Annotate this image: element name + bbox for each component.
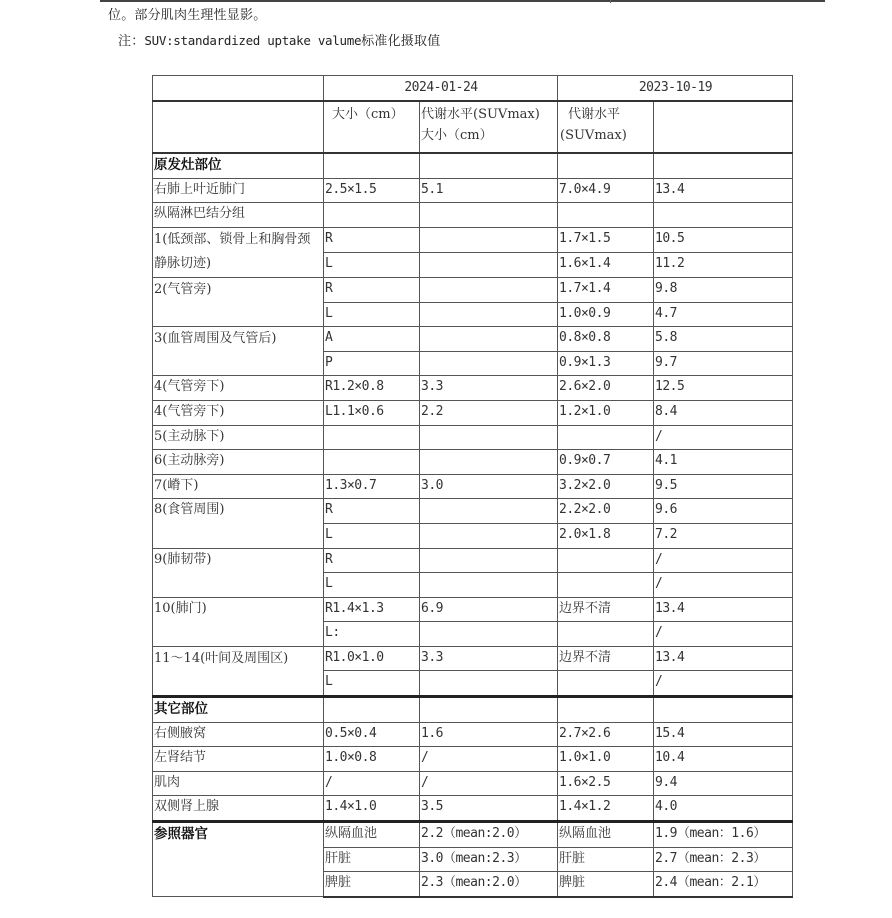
ref-suv-2023-cell: 2.7（mean：2.3） bbox=[654, 847, 793, 872]
suv-2024-cell bbox=[420, 327, 558, 352]
suv-2024-cell bbox=[420, 425, 558, 450]
table-row bbox=[153, 822, 793, 848]
ref-suv-2024-cell: 2.2（mean:2.0） bbox=[420, 822, 558, 848]
size-2024-cell: L bbox=[324, 252, 420, 277]
lymph-group-label: 10(肺门) bbox=[153, 597, 324, 646]
lymph-group-label: 1(低颈部、锁骨上和胸骨颈静脉切迹) bbox=[153, 227, 324, 277]
empty-cell bbox=[654, 203, 793, 228]
empty-cell bbox=[324, 697, 420, 723]
size-2023-cell bbox=[558, 548, 654, 573]
table-row bbox=[153, 425, 793, 450]
size-2023-cell: 0.9×0.7 bbox=[558, 450, 654, 475]
suv-2023-cell: 9.5 bbox=[654, 474, 793, 499]
size-2024-cell bbox=[324, 450, 420, 475]
size-2023-cell: 1.4×1.2 bbox=[558, 796, 654, 822]
suv-2024-cell bbox=[420, 499, 558, 524]
size-2023-cell: 2.2×2.0 bbox=[558, 499, 654, 524]
size-2023-cell: 2.7×2.6 bbox=[558, 722, 654, 747]
size-2023-cell: 0.8×0.8 bbox=[558, 327, 654, 352]
suv-2024-cell bbox=[420, 252, 558, 277]
size-2024-cell: L bbox=[324, 671, 420, 697]
table-row bbox=[153, 796, 793, 822]
section-row-mediastinal bbox=[153, 203, 793, 228]
empty-cell bbox=[558, 697, 654, 723]
suv-2023-cell: / bbox=[654, 548, 793, 573]
ref-suv-2024-cell: 2.3（mean:2.0） bbox=[420, 872, 558, 897]
suv-2024-cell: 6.9 bbox=[420, 597, 558, 622]
lymph-group-label: 5(主动脉下) bbox=[153, 425, 324, 450]
suv-2023-cell: / bbox=[654, 425, 793, 450]
suv-2023-cell: / bbox=[654, 671, 793, 697]
lymph-group-label: 4(气管旁下) bbox=[153, 400, 324, 425]
size-2023-cell: 1.0×1.0 bbox=[558, 747, 654, 772]
empty-cell bbox=[420, 203, 558, 228]
organ-2023-cell: 纵隔血池 bbox=[558, 822, 654, 848]
suv-2023-cell: 12.5 bbox=[654, 376, 793, 401]
note-suffix: 标准化摄取值 bbox=[361, 34, 441, 49]
table-row bbox=[153, 474, 793, 499]
suv-2023-cell: 15.4 bbox=[654, 722, 793, 747]
size-2024-cell: 1.4×1.0 bbox=[324, 796, 420, 822]
subheader-suv-2024 bbox=[420, 101, 558, 153]
subheader-suv-2023-line2: (SUVmax) bbox=[560, 128, 627, 143]
empty-cell bbox=[420, 153, 558, 178]
size-2023-cell: 0.9×1.3 bbox=[558, 351, 654, 376]
table-row bbox=[153, 747, 793, 772]
suv-2024-cell: / bbox=[420, 771, 558, 796]
lymph-group-label: 4(气管旁下) bbox=[153, 376, 324, 401]
section-label: 其它部位 bbox=[153, 697, 324, 723]
suv-2023-cell: 10.5 bbox=[654, 227, 793, 252]
suv-2023-cell: 13.4 bbox=[654, 646, 793, 671]
organ-2024-cell: 肝脏 bbox=[324, 847, 420, 872]
table-row bbox=[153, 178, 793, 203]
size-2024-cell: L1.1×0.6 bbox=[324, 400, 420, 425]
paragraph-tail: 位。部分肌肉生理性显影。 bbox=[108, 8, 267, 23]
suv-2024-cell: 5.1 bbox=[420, 178, 558, 203]
empty-cell bbox=[654, 697, 793, 723]
subheader-suv-2024-line2: 大小（cm） bbox=[421, 128, 493, 143]
suv-2024-cell bbox=[420, 450, 558, 475]
size-2023-cell bbox=[558, 425, 654, 450]
size-2024-cell: 2.5×1.5 bbox=[324, 178, 420, 203]
suv-2024-cell bbox=[420, 351, 558, 376]
suv-2024-cell bbox=[420, 573, 558, 598]
size-2024-cell: L: bbox=[324, 622, 420, 647]
size-2023-cell: 7.0×4.9 bbox=[558, 178, 654, 203]
empty-cell bbox=[558, 203, 654, 228]
suv-2024-cell bbox=[420, 622, 558, 647]
site-cell: 肌肉 bbox=[153, 771, 324, 796]
note-term: SUV:standardized uptake valume bbox=[144, 33, 362, 48]
size-2024-cell: L bbox=[324, 523, 420, 548]
table-row bbox=[153, 376, 793, 401]
lymph-group-label: 7(嵴下) bbox=[153, 474, 324, 499]
organ-2024-cell: 脾脏 bbox=[324, 872, 420, 897]
organ-2024-cell: 纵隔血池 bbox=[324, 822, 420, 848]
ref-suv-2024-cell: 3.0（mean:2.3） bbox=[420, 847, 558, 872]
header-date-2023: 2023-10-19 bbox=[558, 76, 793, 102]
size-2023-cell: 2.6×2.0 bbox=[558, 376, 654, 401]
size-2024-cell: A bbox=[324, 327, 420, 352]
suv-2024-cell: 3.0 bbox=[420, 474, 558, 499]
suv-2024-cell: 3.5 bbox=[420, 796, 558, 822]
suv-2023-cell: 4.7 bbox=[654, 302, 793, 327]
table-row bbox=[153, 548, 793, 573]
table-row bbox=[153, 499, 793, 524]
section-label-reference: 参照器官 bbox=[153, 822, 324, 897]
section-row-primary bbox=[153, 153, 793, 178]
size-2023-cell: 1.2×1.0 bbox=[558, 400, 654, 425]
ref-suv-2023-cell: 2.4（mean：2.1） bbox=[654, 872, 793, 897]
size-2024-cell: 0.5×0.4 bbox=[324, 722, 420, 747]
size-2023-cell: 边界不清 bbox=[558, 597, 654, 622]
site-cell: 右侧腋窝 bbox=[153, 722, 324, 747]
page-top-rule bbox=[100, 0, 825, 2]
page-top-rule-tick bbox=[610, 0, 611, 3]
section-row-other bbox=[153, 697, 793, 723]
suv-2024-cell: 1.6 bbox=[420, 722, 558, 747]
suv-2023-cell: 7.2 bbox=[654, 523, 793, 548]
suv-2023-cell: 9.8 bbox=[654, 277, 793, 302]
size-2023-cell: 3.2×2.0 bbox=[558, 474, 654, 499]
table-row bbox=[153, 722, 793, 747]
ref-suv-2023-cell: 1.9（mean：1.6） bbox=[654, 822, 793, 848]
subheader-suv-2023-line1: 代谢水平 bbox=[568, 107, 621, 122]
lymph-group-label: 2(气管旁) bbox=[153, 277, 324, 326]
suv-2023-cell: / bbox=[654, 622, 793, 647]
size-2024-cell: 1.0×0.8 bbox=[324, 747, 420, 772]
subheader-suv-2024-line1: 代谢水平(SUVmax) bbox=[421, 107, 540, 122]
size-2024-cell: R bbox=[324, 227, 420, 252]
empty-cell bbox=[420, 697, 558, 723]
table-row bbox=[153, 450, 793, 475]
suv-2023-cell: 4.1 bbox=[654, 450, 793, 475]
note-prefix: 注： bbox=[118, 34, 145, 49]
size-2024-cell: R bbox=[324, 277, 420, 302]
subheader-size-2024: 大小（cm） bbox=[324, 101, 420, 153]
organ-2023-cell: 脾脏 bbox=[558, 872, 654, 897]
size-2024-cell: L bbox=[324, 302, 420, 327]
suv-2024-cell bbox=[420, 227, 558, 252]
suv-2024-cell: / bbox=[420, 747, 558, 772]
suv-2023-cell: 4.0 bbox=[654, 796, 793, 822]
size-2023-cell: 1.6×2.5 bbox=[558, 771, 654, 796]
suv-2023-cell: 8.4 bbox=[654, 400, 793, 425]
subheader-blank bbox=[153, 101, 324, 153]
size-2023-cell: 1.6×1.4 bbox=[558, 252, 654, 277]
lymph-group-label: 3(血管周围及气管后) bbox=[153, 327, 324, 376]
suv-2023-cell: 5.8 bbox=[654, 327, 793, 352]
size-2024-cell bbox=[324, 425, 420, 450]
size-2023-cell bbox=[558, 671, 654, 697]
table-row bbox=[153, 277, 793, 302]
lymph-group-label: 11～14(叶间及周围区) bbox=[153, 646, 324, 696]
empty-cell bbox=[654, 153, 793, 178]
lymph-group-label: 9(肺韧带) bbox=[153, 548, 324, 597]
size-2024-cell: R1.4×1.3 bbox=[324, 597, 420, 622]
table-row bbox=[153, 400, 793, 425]
section-label: 原发灶部位 bbox=[153, 153, 324, 178]
suv-2024-cell bbox=[420, 548, 558, 573]
suv-2024-cell: 3.3 bbox=[420, 376, 558, 401]
suv-2024-cell: 3.3 bbox=[420, 646, 558, 671]
header-blank bbox=[153, 76, 324, 102]
suv-2023-cell: 11.2 bbox=[654, 252, 793, 277]
table-row bbox=[153, 327, 793, 352]
lymph-group-label: 8(食管周围) bbox=[153, 499, 324, 548]
suv-footnote bbox=[118, 31, 440, 52]
suv-2023-cell: 9.4 bbox=[654, 771, 793, 796]
suv-2023-cell: 9.7 bbox=[654, 351, 793, 376]
suv-2024-cell: 2.2 bbox=[420, 400, 558, 425]
suv-2024-cell bbox=[420, 523, 558, 548]
size-2024-cell: R1.2×0.8 bbox=[324, 376, 420, 401]
size-2023-cell: 边界不清 bbox=[558, 646, 654, 671]
size-2023-cell: 1.7×1.4 bbox=[558, 277, 654, 302]
subheader-suv-2023 bbox=[558, 101, 654, 153]
size-2024-cell: R bbox=[324, 548, 420, 573]
size-2024-cell: / bbox=[324, 771, 420, 796]
header-row-subcolumns bbox=[153, 101, 793, 153]
site-cell: 左肾结节 bbox=[153, 747, 324, 772]
suv-2023-cell: 9.6 bbox=[654, 499, 793, 524]
pet-ct-comparison-table bbox=[152, 75, 793, 898]
subheader-blank-2023 bbox=[654, 101, 793, 153]
suv-2023-cell: 10.4 bbox=[654, 747, 793, 772]
size-2023-cell: 1.7×1.5 bbox=[558, 227, 654, 252]
suv-2024-cell bbox=[420, 302, 558, 327]
suv-2024-cell bbox=[420, 277, 558, 302]
suv-2023-cell: 13.4 bbox=[654, 178, 793, 203]
organ-2023-cell: 肝脏 bbox=[558, 847, 654, 872]
size-2024-cell: L bbox=[324, 573, 420, 598]
table-row bbox=[153, 646, 793, 671]
suv-2023-cell: 13.4 bbox=[654, 597, 793, 622]
size-2023-cell: 1.0×0.9 bbox=[558, 302, 654, 327]
empty-cell bbox=[558, 153, 654, 178]
size-2023-cell bbox=[558, 573, 654, 598]
size-2024-cell: R1.0×1.0 bbox=[324, 646, 420, 671]
size-2024-cell: R bbox=[324, 499, 420, 524]
table-row bbox=[153, 597, 793, 622]
suv-2024-cell bbox=[420, 671, 558, 697]
empty-cell bbox=[324, 203, 420, 228]
suv-2023-cell: / bbox=[654, 573, 793, 598]
lymph-group-label: 6(主动脉旁) bbox=[153, 450, 324, 475]
size-2023-cell: 2.0×1.8 bbox=[558, 523, 654, 548]
size-2023-cell bbox=[558, 622, 654, 647]
size-2024-cell: P bbox=[324, 351, 420, 376]
size-2024-cell: 1.3×0.7 bbox=[324, 474, 420, 499]
table-row bbox=[153, 227, 793, 252]
site-cell: 右肺上叶近肺门 bbox=[153, 178, 324, 203]
section-label: 纵隔淋巴结分组 bbox=[153, 203, 324, 228]
site-cell: 双侧肾上腺 bbox=[153, 796, 324, 822]
empty-cell bbox=[324, 153, 420, 178]
header-date-2024: 2024-01-24 bbox=[324, 76, 558, 102]
table-row bbox=[153, 771, 793, 796]
header-row-dates bbox=[153, 76, 793, 102]
